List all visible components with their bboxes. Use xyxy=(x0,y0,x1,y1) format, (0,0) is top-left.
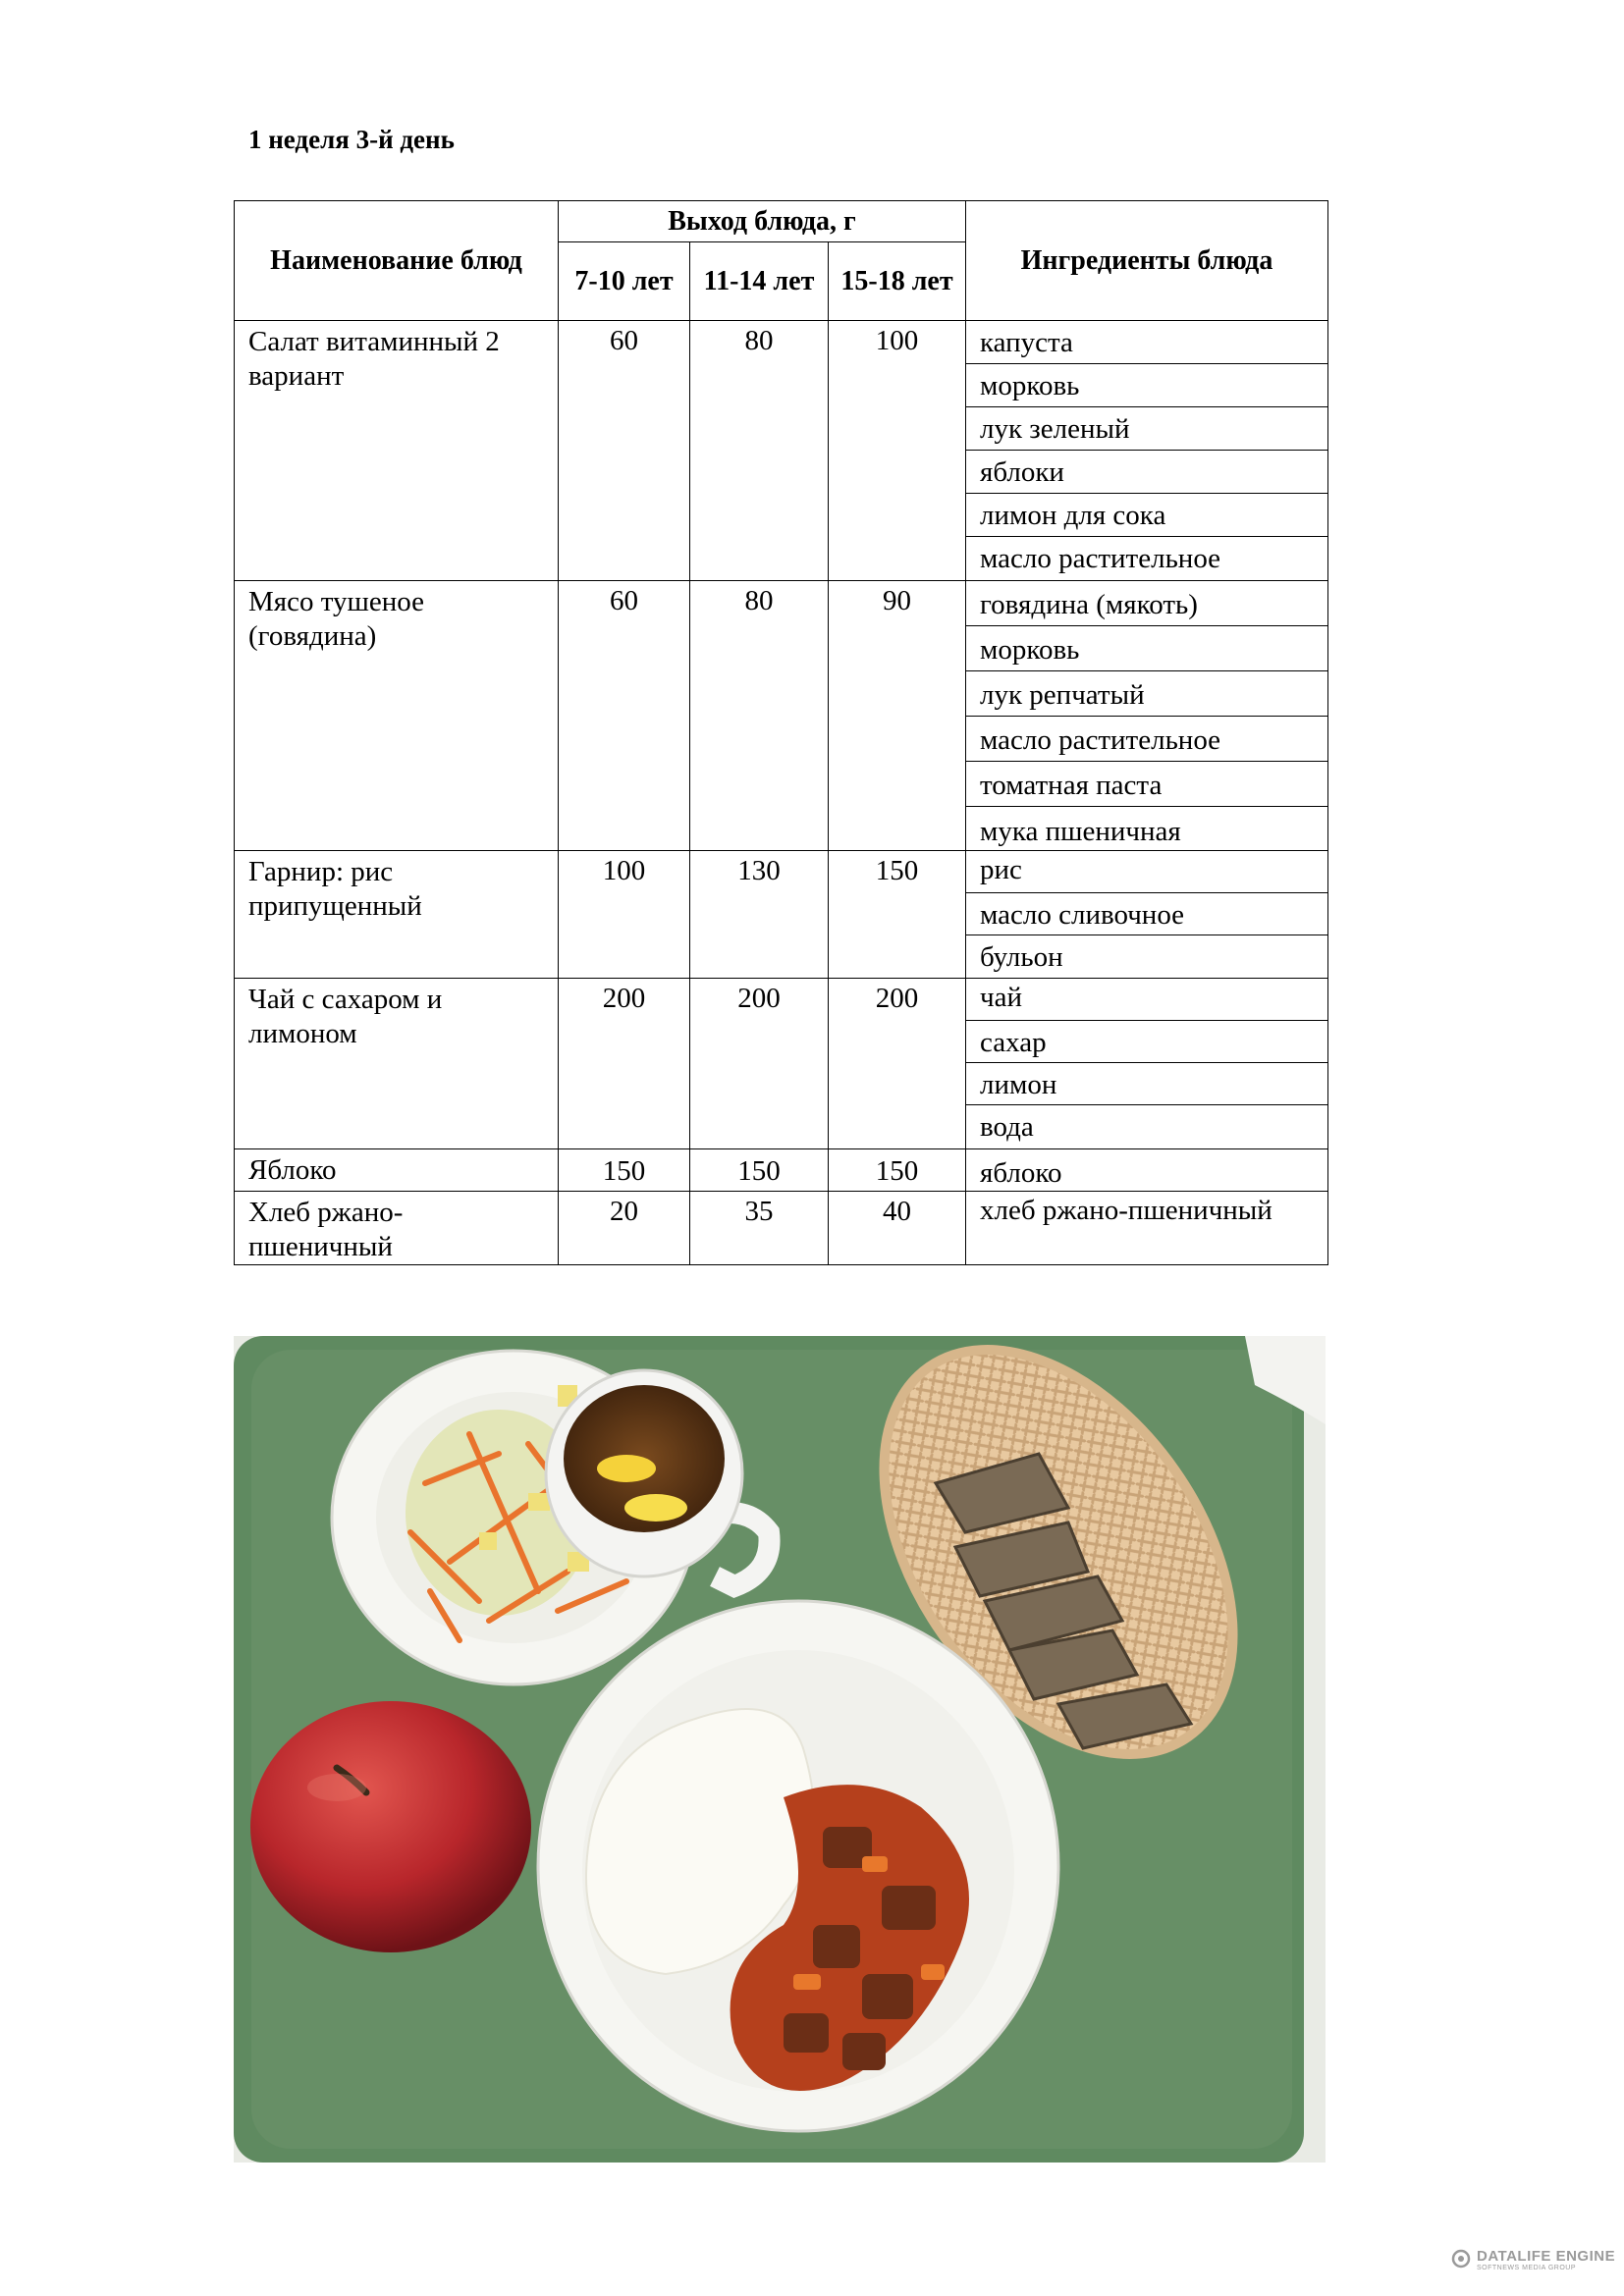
ingredient: капуста xyxy=(966,321,1327,364)
ingredient: мука пшеничная xyxy=(980,816,1181,847)
yield-value: 200 xyxy=(690,979,829,1149)
yield-value: 150 xyxy=(829,851,966,979)
ingredient: чай xyxy=(966,979,1327,1021)
header-age-7-10: 7-10 лет xyxy=(559,242,690,321)
ingredient: яблоки xyxy=(966,451,1327,494)
ingredient: вода xyxy=(980,1111,1034,1143)
dish-name: Мясо тушеное (говядина) xyxy=(235,581,559,851)
yield-value: 150 xyxy=(559,1149,690,1192)
ingredients-cell xyxy=(966,581,1328,851)
yield-value: 20 xyxy=(559,1192,690,1265)
ingredients-cell xyxy=(966,979,1328,1149)
yield-value: 40 xyxy=(829,1192,966,1265)
ingredient: лук зеленый xyxy=(966,407,1327,451)
page-title: 1 неделя 3-й день xyxy=(248,125,455,154)
yield-value: 200 xyxy=(559,979,690,1149)
dish-name: Хлеб ржано-пшеничный xyxy=(235,1192,559,1265)
header-ingredients: Ингредиенты блюда xyxy=(966,201,1328,321)
dish-name: Яблоко xyxy=(235,1149,559,1192)
yield-value: 150 xyxy=(690,1149,829,1192)
dish-name: Гарнир: рис припущенный xyxy=(235,851,559,979)
ingredient: лук репчатый xyxy=(966,671,1327,717)
dish-name: Чай с сахаром и лимоном xyxy=(235,979,559,1149)
apple xyxy=(250,1701,531,1952)
yield-value: 80 xyxy=(690,581,829,851)
table-row xyxy=(235,321,1328,581)
yield-value: 35 xyxy=(690,1192,829,1265)
ingredient: лимон для сока xyxy=(966,494,1327,537)
yield-value: 60 xyxy=(559,321,690,581)
table-row xyxy=(235,1149,1328,1192)
watermark xyxy=(1451,2248,1615,2271)
lemon-slice xyxy=(597,1455,656,1482)
menu-table xyxy=(234,200,1328,1265)
ingredient: морковь xyxy=(966,626,1327,671)
table-row xyxy=(235,1192,1328,1265)
meal-illustration xyxy=(234,1336,1326,2163)
header-dish: Наименование блюд xyxy=(235,201,559,321)
table-row xyxy=(235,851,1328,979)
watermark-brand: DATALIFE ENGINE xyxy=(1477,2248,1616,2265)
ingredient: хлеб ржано-пшеничный xyxy=(980,1195,1272,1226)
ingredients-cell xyxy=(966,321,1328,581)
yield-value: 150 xyxy=(829,1149,966,1192)
table-row xyxy=(235,581,1328,851)
ingredient: лимон xyxy=(966,1063,1327,1105)
yield-value: 100 xyxy=(559,851,690,979)
ingredient: яблоко xyxy=(980,1157,1062,1189)
yield-value: 60 xyxy=(559,581,690,851)
ingredient: сахар xyxy=(966,1021,1327,1063)
ingredient: масло растительное xyxy=(966,717,1327,762)
ingredient: масло растительное xyxy=(980,543,1221,574)
yield-value: 130 xyxy=(690,851,829,979)
table-header-row xyxy=(235,201,1328,242)
ingredient: говядина (мякоть) xyxy=(966,581,1327,626)
header-age-15-18: 15-18 лет xyxy=(829,242,966,321)
table-row xyxy=(235,979,1328,1149)
yield-value: 80 xyxy=(690,321,829,581)
watermark-sub: SOFTNEWS MEDIA GROUP xyxy=(1477,2265,1577,2271)
ingredients-cell xyxy=(966,1149,1328,1192)
ingredient: томатная паста xyxy=(966,762,1327,807)
yield-value: 200 xyxy=(829,979,966,1149)
main-plate xyxy=(538,1601,1058,2131)
ingredient: бульон xyxy=(980,941,1063,973)
ingredient: масло сливочное xyxy=(966,893,1327,935)
header-age-11-14: 11-14 лет xyxy=(690,242,829,321)
yield-value: 90 xyxy=(829,581,966,851)
ingredients-cell xyxy=(966,851,1328,979)
lemon-slice xyxy=(624,1494,687,1522)
meal-photo xyxy=(234,1336,1326,2163)
ingredient: рис xyxy=(966,851,1327,893)
datalife-logo-icon xyxy=(1451,2249,1471,2269)
yield-value: 100 xyxy=(829,321,966,581)
ingredient: морковь xyxy=(966,364,1327,407)
ingredients-cell xyxy=(966,1192,1328,1265)
dish-name: Салат витаминный 2 вариант xyxy=(235,321,559,581)
header-yield: Выход блюда, г xyxy=(559,201,966,242)
